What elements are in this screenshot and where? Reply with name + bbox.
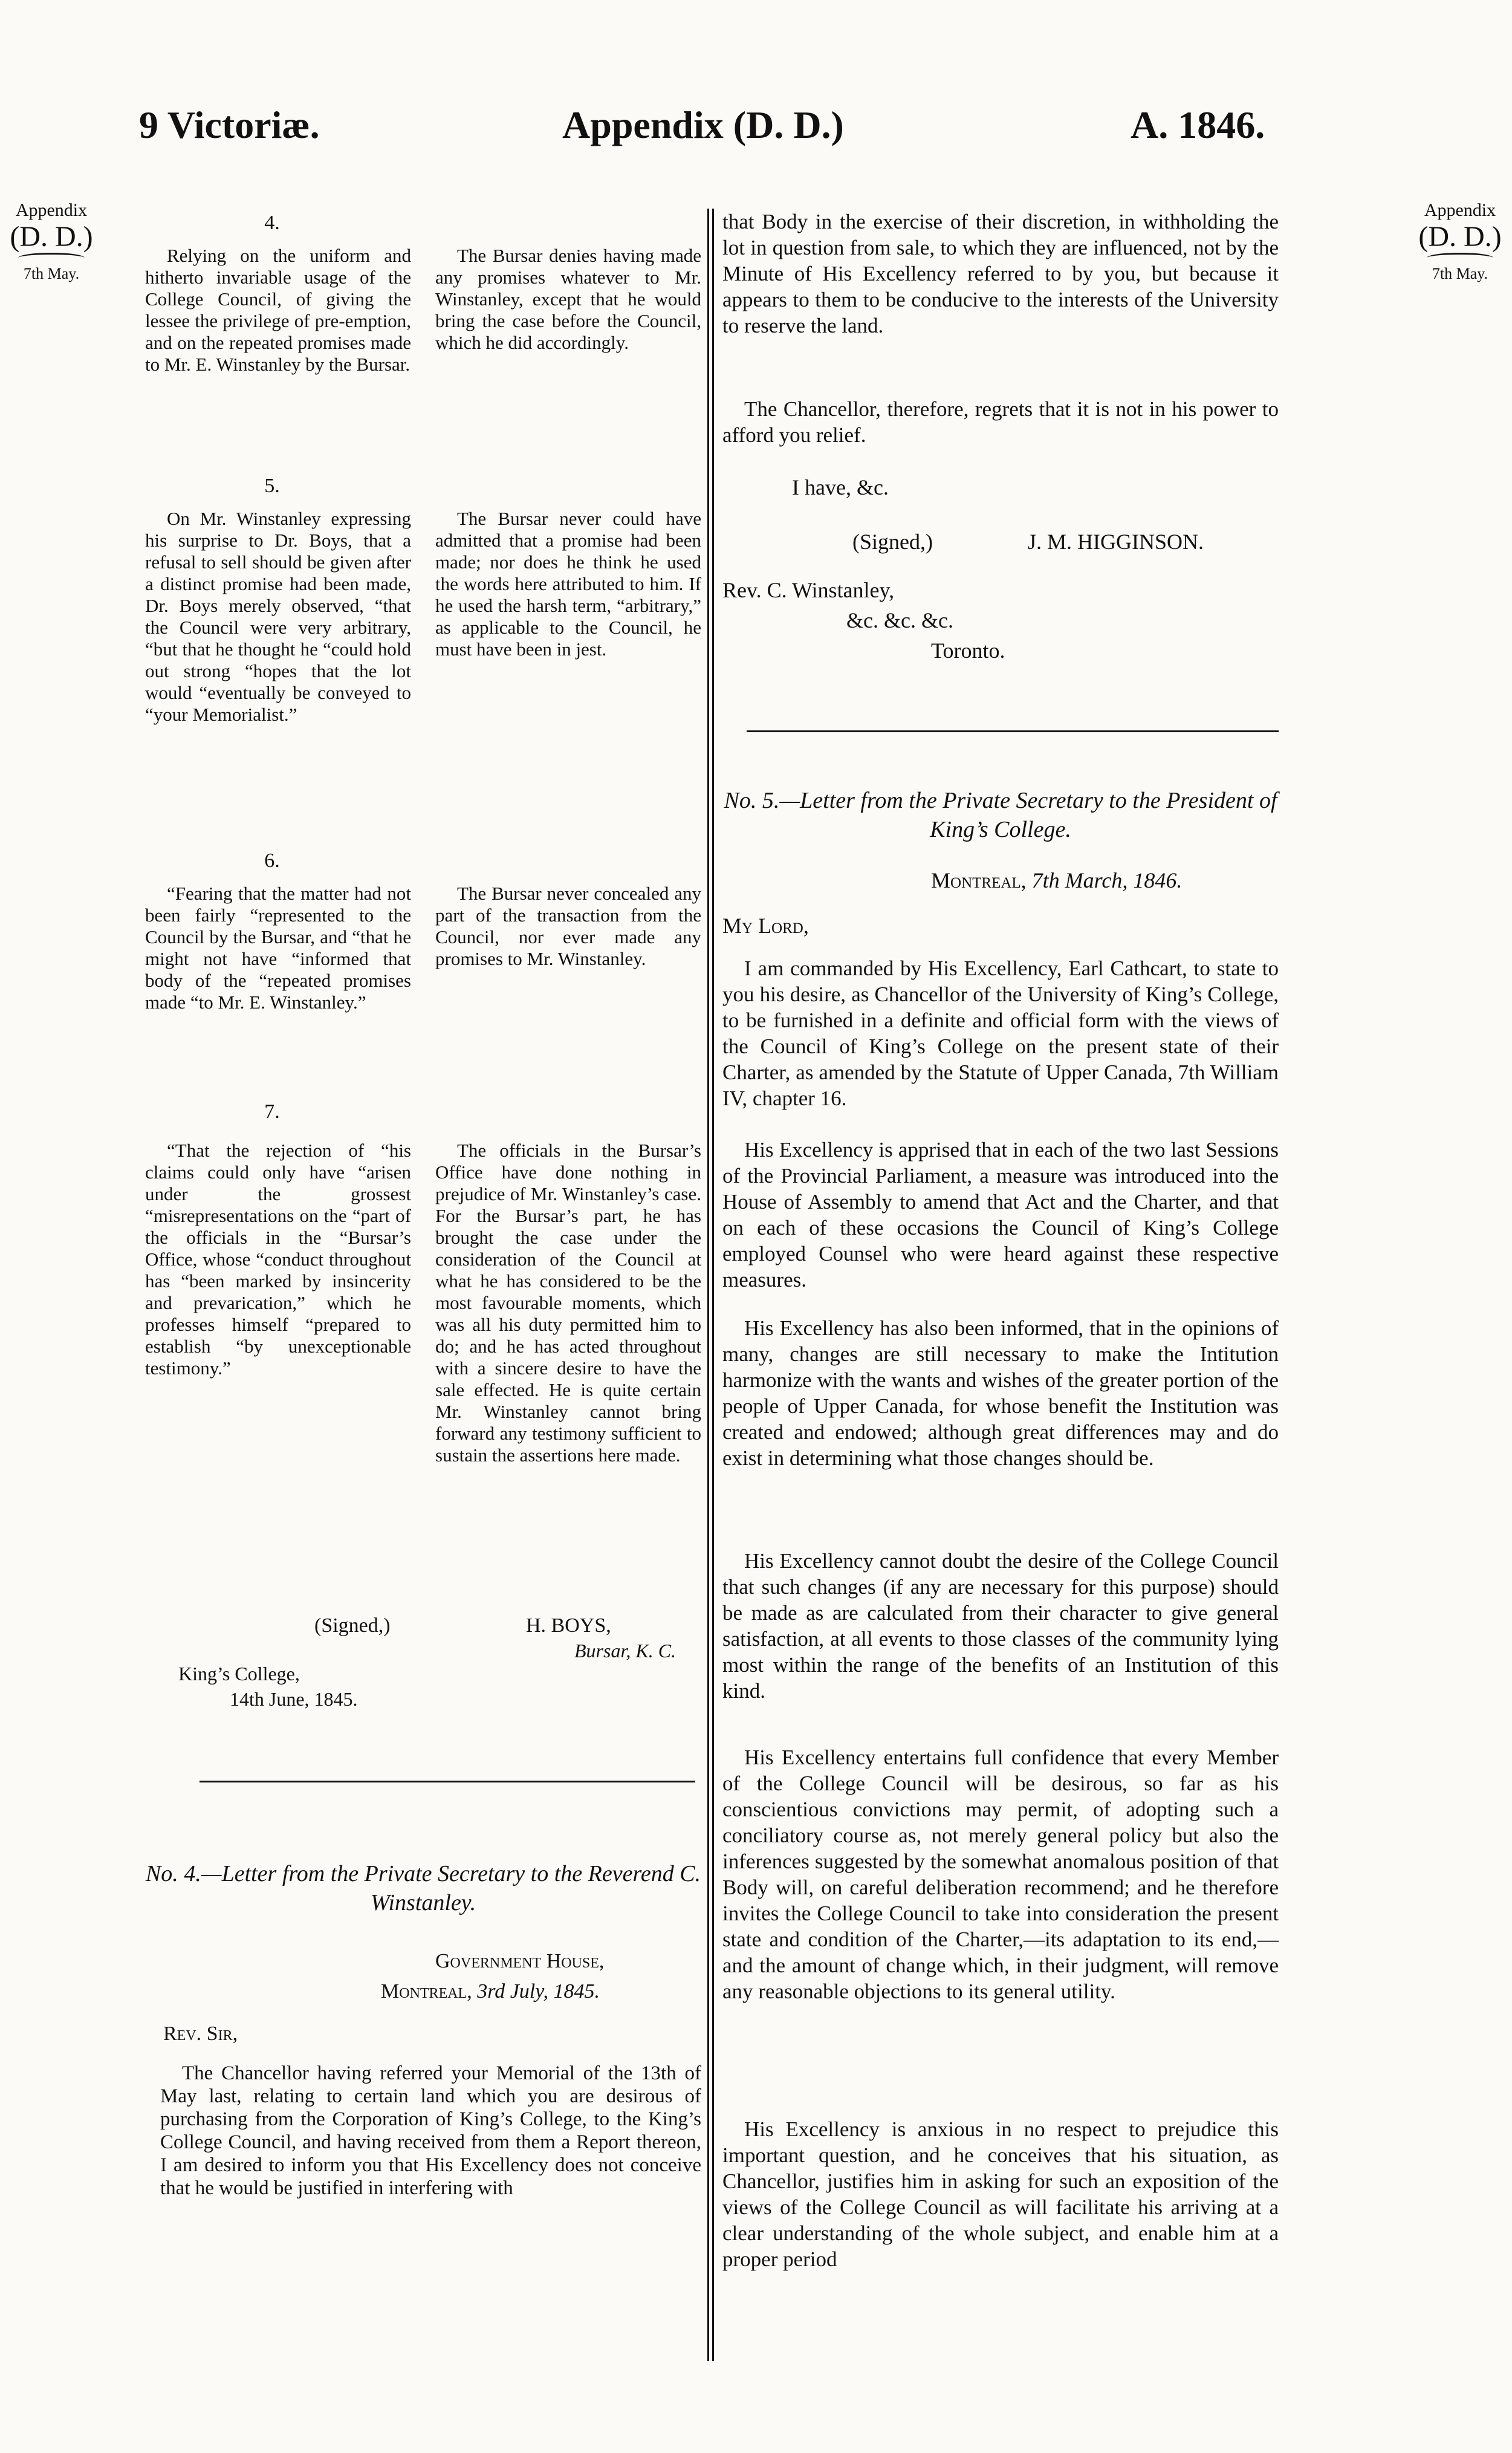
signed-label: (Signed,) bbox=[852, 530, 933, 554]
header-right: A. 1846. bbox=[1131, 103, 1265, 146]
section-rule bbox=[200, 1781, 695, 1782]
signature-date: 14th June, 1845. bbox=[230, 1688, 358, 1710]
bursar-reply: The Bursar denies having made any promises whatever to Mr. Winstanley, except that he would bring the case before the Council, which he did accordingly. bbox=[435, 245, 701, 353]
bursar-reply: The Bursar never could have admitted that a promise had been made; nor does he think he used the words here attributed to him. If he used the harsh term, “arbitrary,” as applicable to the Council, he must have been in jest. bbox=[435, 508, 701, 660]
item-number: 4. bbox=[264, 212, 280, 234]
signer-title: Bursar, K. C. bbox=[574, 1640, 677, 1662]
letter-4-place: Montreal, bbox=[381, 1980, 472, 2003]
margin-appendix-label: Appendix bbox=[15, 200, 88, 220]
margin-dd-label: (D. D.) bbox=[1418, 221, 1502, 253]
margin-dd-label: (D. D.) bbox=[10, 221, 93, 253]
letter-5-place: Montreal, bbox=[931, 868, 1027, 892]
addressee-place: Toronto. bbox=[931, 638, 1005, 663]
memorial-claim: On Mr. Winstanley expressing his surprise to Dr. Boys, that a refusal to sell should be given after a distinct promise had been made, Dr. Boys merely observed, “that the Council were very arbitrary, “but that he thought he “could hold out strong “hopes that the lot would “eventually be conveyed to “your Memorialist.” bbox=[145, 508, 411, 725]
margin-brace bbox=[1427, 253, 1493, 263]
bursar-reply: The officials in the Bursar’s Office have done nothing in prejudice of Mr. Winstanley’s case. For the Bursar’s part, he has brought the case under the consideration of the Council at what he has considered to be the most favourable moments, which was all his duty permitted him to do; and he has acted throughout with a sincere desire to have the sale effected. He is quite certain Mr. Winstanley cannot bring forward any testimony sufficient to sustain the assertions here made. bbox=[435, 1140, 701, 1466]
letter-5-heading: —Letter from the Private Secretary to the President of King’s College. bbox=[779, 788, 1277, 842]
letter-5-paragraph-4: His Excellency cannot doubt the desire of the College Council that such changes (if any are necessary for this purpose) should be made as are calculated from their character to give general satisfaction, at all events to those classes of the community lying most within the range of the benefits of an Institution of this kind. bbox=[722, 1549, 1279, 1703]
signer-name: J. M. HIGGINSON. bbox=[1028, 530, 1204, 554]
letter-5-paragraph-2: His Excellency is apprised that in each of the two last Sessions of the Provincial Parliament, a measure was introduced into the House of Assembly to amend that Act and the Charter, and that on each of these occasions the Council of King’s College employed Counsel who were heard against these respective measures. bbox=[722, 1138, 1279, 1291]
memorial-claim: Relying on the uniform and hitherto invariable usage of the College Council, of giving the lessee the privilege of pre-emption, and on the repeated promises made to Mr. E. Winstanley by the Bursar. bbox=[145, 245, 411, 375]
letter-5-paragraph-6: His Excellency is anxious in no respect to prejudice this important question, and he conceives that his situation, as Chancellor, justifies him in asking for such an exposition of the views of the College Council as will facilitate his arriving at a clear understanding of the whole subject, and enable him at a proper period bbox=[722, 2117, 1279, 2271]
memorial-claim: “Fearing that the matter had not been fairly “represented to the Council by the Bursar, and “that he might not have “informed that body of the “repeated promises made “to Mr. E. Winstanley.” bbox=[145, 883, 411, 1013]
letter-4-heading: —Letter from the Private Secretary to the Reverend C. Winstanley. bbox=[201, 1861, 701, 1915]
margin-date: 7th May. bbox=[23, 265, 80, 282]
addressee-name: Rev. C. Winstanley, bbox=[722, 578, 895, 602]
signed-label: (Signed,) bbox=[314, 1614, 391, 1637]
margin-brace bbox=[18, 253, 85, 263]
margin-note-right bbox=[1415, 200, 1505, 285]
letter-5-dateline bbox=[931, 868, 1182, 893]
letter-4-number: No. 4. bbox=[145, 1861, 201, 1886]
item-number: 6. bbox=[264, 850, 280, 872]
section-rule bbox=[747, 730, 1279, 732]
memorial-claim: “That the rejection of “his claims could only have “arisen under the grossest “misrepresentations on the “part of the officials in the “Bursar’s Office, whose “conduct throughout has “been marked by insincerity and prevarication,” which he professes himself “prepared to establish “by unexceptionable testimony.” bbox=[145, 1140, 411, 1379]
letter-4-dateline bbox=[381, 1980, 600, 2003]
signer-name: H. BOYS, bbox=[526, 1614, 611, 1637]
margin-date: 7th May. bbox=[1432, 265, 1488, 282]
letter-4-address: Government House, bbox=[435, 1950, 605, 1972]
letter-5-paragraph-3: His Excellency has also been informed, that in the opinions of many, changes are still necessary to make the Intitution harmonize with the wants and wishes of the greater portion of the people of Upper Canada, for whose benefit the Institution was created and endowed; although great differences may and do exist in determining what those changes should be. bbox=[722, 1316, 1279, 1470]
header-center: Appendix (D. D.) bbox=[562, 103, 844, 146]
letter-5-date: 7th March, 1846. bbox=[1031, 868, 1183, 892]
letter-4-closing-paragraph: The Chancellor, therefore, regrets that it is not in his power to afford you relief. bbox=[722, 397, 1279, 447]
header-left: 9 Victoriæ. bbox=[139, 103, 320, 146]
item-number: 7. bbox=[264, 1100, 280, 1123]
item-number: 5. bbox=[264, 475, 280, 497]
addressee-etc: &c. &c. &c. bbox=[846, 608, 953, 632]
letter-5-title bbox=[722, 786, 1279, 844]
letter-4-title bbox=[139, 1859, 707, 1917]
letter-4-body: The Chancellor having referred your Memorial of the 13th of May last, relating to certain land which you are desirous of purchasing from the Corporation of King’s College, to the King’s College Council, and having received from them a Report thereon, I am desired to inform you that His Excellency does not conceive that he would be justified in interfering with bbox=[160, 2062, 701, 2199]
letter-5-number: No. 5. bbox=[724, 788, 780, 813]
margin-note-left bbox=[6, 200, 97, 285]
margin-appendix-label: Appendix bbox=[1424, 200, 1496, 220]
letter-4-continuation: that Body in the exercise of their discretion, in withholding the lot in question from sale, to which they are influenced, not by the Minute of His Excellency referred to by you, but because it appears to them to be conducive to the interests of the University to reserve the land. bbox=[722, 210, 1279, 337]
signature-place: King’s College, bbox=[178, 1663, 300, 1685]
letter-5-paragraph-1: I am commanded by His Excellency, Earl Cathcart, to state to you his desire, as Chancellor of the University of King’s College, to be furnished in a definite and official form with the views of the Council of King’s College on the present state of their Charter, as amended by the Statute of Upper Canada, 7th William IV, chapter 16. bbox=[722, 957, 1279, 1110]
column-divider bbox=[707, 209, 709, 2361]
letter-5-paragraph-5: His Excellency entertains full confidence that every Member of the College Council will be desirous, so far as his conscientious convictions may permit, of adopting such a conciliatory course as, not merely general policy but also the inferences suggested by the somewhat anomalous position of that Body will, on careful deliberation recommend; and he therefore invites the College Council to take into consideration the present state and condition of the Charter,—its adaptation to its end,—and the amount of change which, in their judgment, will remove any reasonable objections to its general utility. bbox=[722, 1746, 1279, 2003]
letter-5-salutation: My Lord, bbox=[722, 914, 809, 938]
letter-4-complimentary-close: I have, &c. bbox=[792, 475, 889, 499]
letter-4-date: 3rd July, 1845. bbox=[477, 1980, 600, 2003]
column-divider bbox=[712, 209, 714, 2361]
bursar-reply: The Bursar never concealed any part of the transaction from the Council, nor ever made any promises to Mr. Winstanley. bbox=[435, 883, 701, 969]
letter-4-salutation: Rev. Sir, bbox=[163, 2023, 238, 2045]
